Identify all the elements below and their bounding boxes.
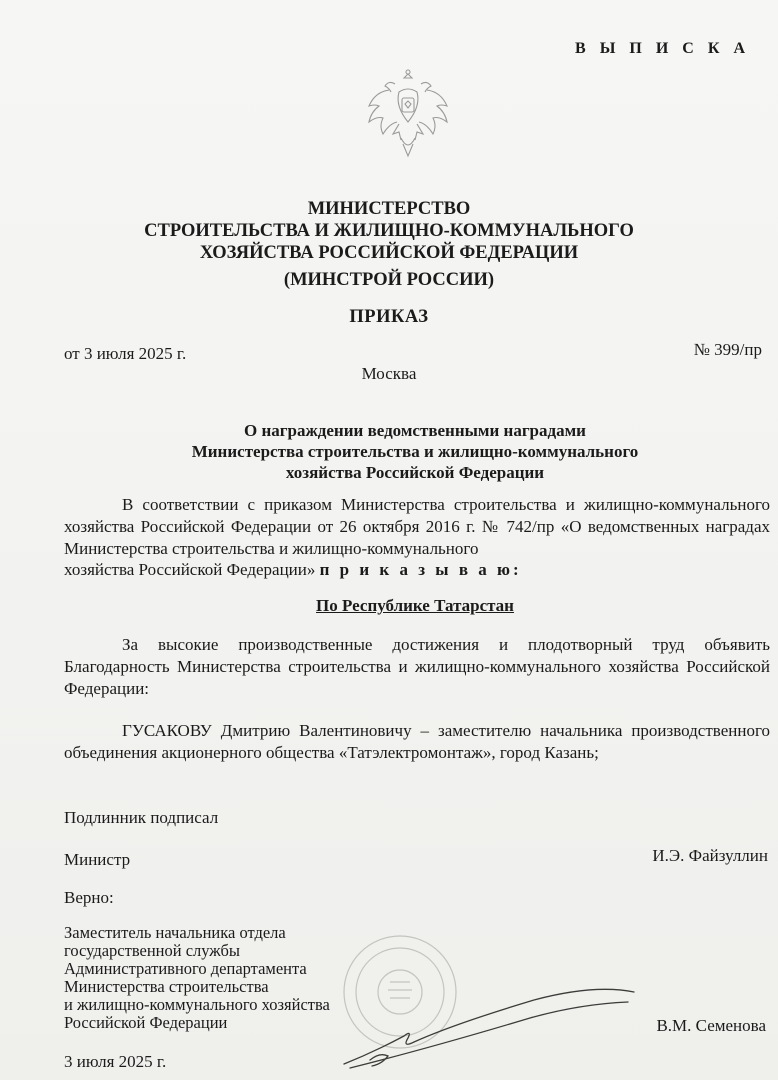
minister-name: И.Э. Файзуллин [652,846,768,865]
subject-line-3: хозяйства Российской Федерации [285,463,545,482]
certifier-position [64,924,330,1032]
certifier-line-6: Российской Федерации [64,1013,228,1032]
certifier-line-3: Административного департамента [64,959,307,978]
certifier-line-4: Министерства строительства [64,977,269,996]
certifier-line-1: Заместитель начальника отдела [64,923,286,942]
coat-of-arms-emblem [365,68,451,160]
order-title: ПРИКАЗ [349,307,429,327]
certifier-name: В.М. Семенова [656,1016,766,1035]
subject-line-2: Министерства строительства и жилищно-коммунального [191,442,639,461]
ministry-line-1: МИНИСТЕРСТВО [307,199,471,219]
region-heading: По Республике Татарстан [316,596,514,615]
certifier-line-5: и жилищно-коммунального хозяйства [64,995,330,1014]
ministry-line-3: ХОЗЯЙСТВА РОССИЙСКОЙ ФЕДЕРАЦИИ [199,243,579,263]
preamble-paragraph [64,494,770,560]
preamble-last-line [64,560,522,580]
award-text: За высокие производственные достижения и плодотворный труд объявить Благодарность Министерства строительства и жилищно-коммунального хозяйства Российской Федерации: [64,635,770,698]
certifier-line-2: государственной службы [64,941,240,960]
true-copy-label: Верно: [64,888,114,907]
order-city: Москва [361,364,417,383]
order-word: п р и к а з ы в а ю: [319,560,522,579]
preamble-ending: хозяйства Российской Федерации» [64,560,316,579]
order-subject [0,420,778,483]
certification-date: 3 июля 2025 г. [64,1052,167,1071]
extract-label: В Ы П И С К А [575,40,750,57]
handwritten-signature [330,980,650,1075]
award-paragraph [64,634,770,700]
preamble-text: В соответствии с приказом Министерства строительства и жилищно-коммунального хозяйства Российской Федерации от 26 октября 2016 г. № 742/пр «О ведомственных наградах Министерства строительства и жилищно-коммунального [64,495,770,558]
ministry-line-2: СТРОИТЕЛЬСТВА И ЖИЛИЩНО-КОММУНАЛЬНОГО [144,221,634,241]
order-number: № 399/пр [693,340,762,359]
minister-title: Министр [64,850,131,869]
order-date: от 3 июля 2025 г. [64,344,187,363]
ministry-name [0,198,778,264]
awardee-paragraph [64,720,770,764]
ministry-abbreviation: (МИНСТРОЙ РОССИИ) [283,270,495,290]
subject-line-1: О награждении ведомственными наградами [244,421,586,440]
signed-note: Подлинник подписал [64,808,219,827]
awardee-text: ГУСАКОВУ Дмитрию Валентиновичу – заместителю начальника производственного объединения акционерного общества «Татэлектромонтаж», город Казань; [64,721,770,762]
